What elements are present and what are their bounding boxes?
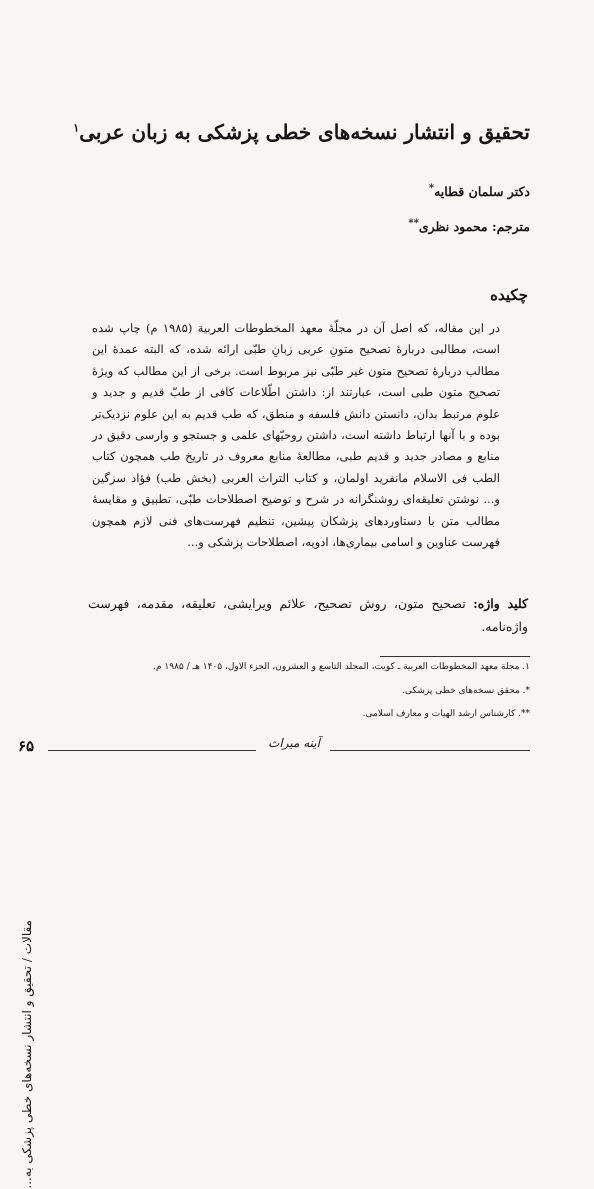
bottom-rule-right bbox=[330, 750, 530, 751]
footnote-3: **. کارشناس ارشد الهیات و معارف اسلامی. bbox=[362, 709, 530, 719]
abstract-body: در این مقاله، که اصل آن در مجلّهٔ معهد المخطوطات العربیة (۱۹۸۵ م) چاپ شده است، مطالبی دربارهٔ تصحیح متونِ عربی زبانِ طبّی ارائه شده، که البته عمدهٔ این مطالب دربارهٔ تصحیح متون غیر طبّی نیز مربوط است. برخی از این مطالب که ویژهٔ تصحیح متون طبی است، عبارتند از: داشتن اطّلاعات کافی از طبّ قدیم و جدید و علوم مرتبط بدان، دانستن دانش فلسفه و منطق، که طب قدیم به این علوم نزدیک‌تر بوده و با آنها ارتباط داشته است، داشتن روحیّهای علمی و جستجو و وارسی دقیق در منابع و مصادر جدید و قدیم طبی، مطالعهٔ منابع معروف در تاریخ طب همچون کتاب الطب فی الاسلام مانفرید اولمان، و کتاب التراث العربی (بخش طب) فؤاد سزگین و... نوشتن تعلیقه‌ای روشنگرانه در شرح و توضیح اصطلاحات طبّی، تطبیق و مقایسهٔ مطالب متن با دستاوردهای پزشکان پیشین، تنظیم فهرست‌های فنی لازم همچون فهرست عناوین و اسامی بیماری‌ها، ادویه، اصطلاحات پزشکی و... bbox=[92, 321, 500, 550]
translator-footnote-mark: ** bbox=[408, 218, 419, 229]
footnote-2: *. محقق نسخه‌های خطی پزشکی. bbox=[402, 686, 530, 696]
translator-line bbox=[408, 218, 530, 234]
author-footnote-mark: * bbox=[428, 183, 435, 194]
bottom-rule-left bbox=[48, 750, 256, 751]
running-side-header: مقالات / تحقیق و انتشار نسخه‌های خطی پزشکی به... bbox=[20, 920, 34, 1189]
keywords-list: تصحیح متون، روش تصحیح، علائم ویرایشی، تعلیقه، مقدمه، فهرست واژه‌نامه. bbox=[88, 596, 528, 634]
author-line bbox=[429, 183, 530, 199]
footnote-separator bbox=[380, 656, 530, 657]
keywords-label: کلید واژه: bbox=[473, 596, 528, 611]
title-footnote-mark: ۱ bbox=[73, 121, 80, 135]
translator-name: مترجم: محمود نظری bbox=[418, 219, 530, 235]
page-number: ۶۵ bbox=[18, 737, 35, 755]
article-title bbox=[60, 120, 530, 144]
keywords-paragraph bbox=[88, 592, 528, 638]
journal-logo: آینه میراث bbox=[268, 736, 320, 750]
abstract-heading: چکیده bbox=[490, 286, 528, 304]
author-name: دکتر سلمان قطایه bbox=[434, 184, 530, 200]
footnote-1: ۱. مجلة معهد المخطوطات العربية ـ کویت، المجلد التاسع و العشرون، الجزء الاول، ۱۴۰۵ هـ / ۱۹۸۵ م. bbox=[153, 662, 530, 672]
article-title-text: تحقیق و انتشار نسخه‌های خطی پزشکی به زبان عربی bbox=[79, 120, 530, 144]
